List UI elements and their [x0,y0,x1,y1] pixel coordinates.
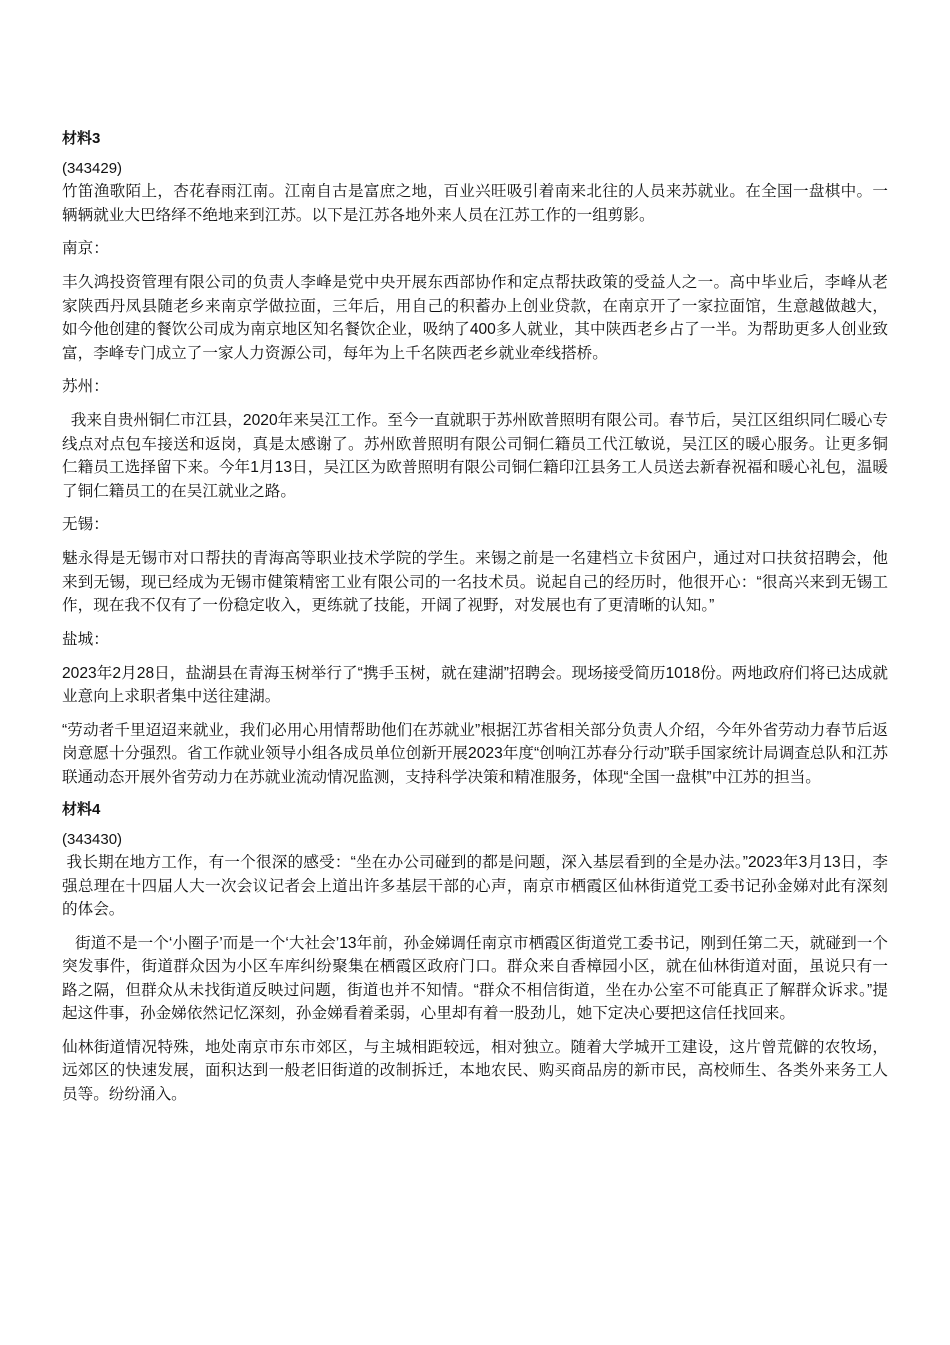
suzhou-label: 苏州： [62,378,109,395]
material-3-heading: 材料3 [62,130,101,147]
document-page [62,128,888,1116]
yancheng-paragraph: 2023年2月28日，盐湖县在青海玉树举行了“携手玉树，就在建湖”招聘会。现场接受简历1018份。两地政府们将已达成就业意向上求职者集中送往建湖。 [62,664,888,705]
nanjing-paragraph: 丰久鸿投资管理有限公司的负责人李峰是党中央开展东西部协作和定点帮扶政策的受益人之一。高中毕业后，李峰从老家陕西丹凤县随老乡来南京学做拉面，三年后，用自己的积蓄办上创业贷款，在南京开了一家拉面馆，生意越做越大，如今他创建的餐饮公司成为南京地区知名餐饮企业，吸纳了400多人就业，其中陕西老乡占了一半。为帮助更多人创业致富，李峰专门成立了一家人力资源公司，每年为上千名陕西老乡就业牵线搭桥。 [62,274,888,362]
material-3-closing-paragraph: “劳动者千里迢迢来就业，我们必用心用情帮助他们在苏就业”根据江苏省相关部分负责人介绍，今年外省劳动力春节后返岗意愿十分强烈。省工作就业领导小组各成员单位创新开展2023年度“创响江苏春分行动”联手国家统计局调查总队和江苏联通动态开展外省劳动力在苏就业流动情况监测，支持科学决策和精准服务，体现“全国一盘棋”中江苏的担当。 [62,721,888,786]
material-3-intro: 竹笛渔歌陌上，杏花春雨江南。江南自古是富庶之地，百业兴旺吸引着南来北往的人员来苏就业。在全国一盘棋中。一辆辆就业大巴络绎不绝地来到江苏。以下是江苏各地外来人员在江苏工作的一组剪影。 [62,183,888,224]
material-4-paragraph-1: 我长期在地方工作，有一个很深的感受：“坐在办公司碰到的都是问题，深入基层看到的全是办法。”2023年3月13日，李强总理在十四届人大一次会议记者会上道出许多基层干部的心声，南京市栖霞区仙林街道党工委书记孙金娣对此有深刻的体会。 [62,854,888,918]
material-4-code: (343430) [62,831,123,848]
material-3-code: (343429) [62,160,123,177]
wuxi-label: 无锡： [62,516,109,533]
material-4-paragraph-3: 仙林街道情况特殊，地处南京市东市郊区，与主城相距较远，相对独立。随着大学城开工建设，这片曾荒僻的农牧场，远郊区的快速发展，面积达到一般老旧街道的改制拆迁，本地农民、购买商品房的新市民，高校师生、各类外来务工人员等。纷纷涌入。 [62,1038,888,1103]
material-4-paragraph-2: 街道不是一个‘小圈子’而是一个‘大社会’13年前，孙金娣调任南京市栖霞区街道党工委书记，刚到任第二天，就碰到一个突发事件，街道群众因为小区车库纠纷聚集在栖霞区政府门口。群众来自香樟园小区，就在仙林街道对面，虽说只有一路之隔，但群众从未找街道反映过问题，街道也并不知情。“群众不相信街道，坐在办公室不可能真正了解群众诉求。”提起这件事，孙金娣依然记忆深刻，孙金娣看着柔弱，心里却有着一股劲儿，她下定决心要把这信任找回来。 [62,934,888,1022]
material-3-section [62,128,888,789]
wuxi-paragraph: 魅永得是无锡市对口帮扶的青海高等职业技术学院的学生。来锡之前是一名建档立卡贫困户，通过对口扶贫招聘会，他来到无锡，现已经成为无锡市健策精密工业有限公司的一名技术员。说起自己的经历时，他很开心：“很高兴来到无锡工作，现在我不仅有了一份稳定收入，更练就了技能，开阔了视野，对发展也有了更清晰的认知。” [62,550,888,614]
nanjing-label: 南京： [62,240,109,257]
yancheng-label: 盐城： [62,630,109,648]
material-4-heading: 材料4 [62,801,101,818]
suzhou-paragraph: 我来自贵州铜仁市江县，2020年来吴江工作。至今一直就职于苏州欧普照明有限公司。春节后，吴江区组织同仁暖心专线点对点包车接送和返岗，真是太感谢了。苏州欧普照明有限公司铜仁籍员工代江敏说，吴江区的暖心服务。让更多铜仁籍员工选择留下来。今年1月13日，吴江区为欧普照明有限公司铜仁籍印江县务工人员送去新春祝福和暖心礼包，温暖了铜仁籍员工的在吴江就业之路。 [62,412,888,500]
material-4-section [62,799,888,1106]
